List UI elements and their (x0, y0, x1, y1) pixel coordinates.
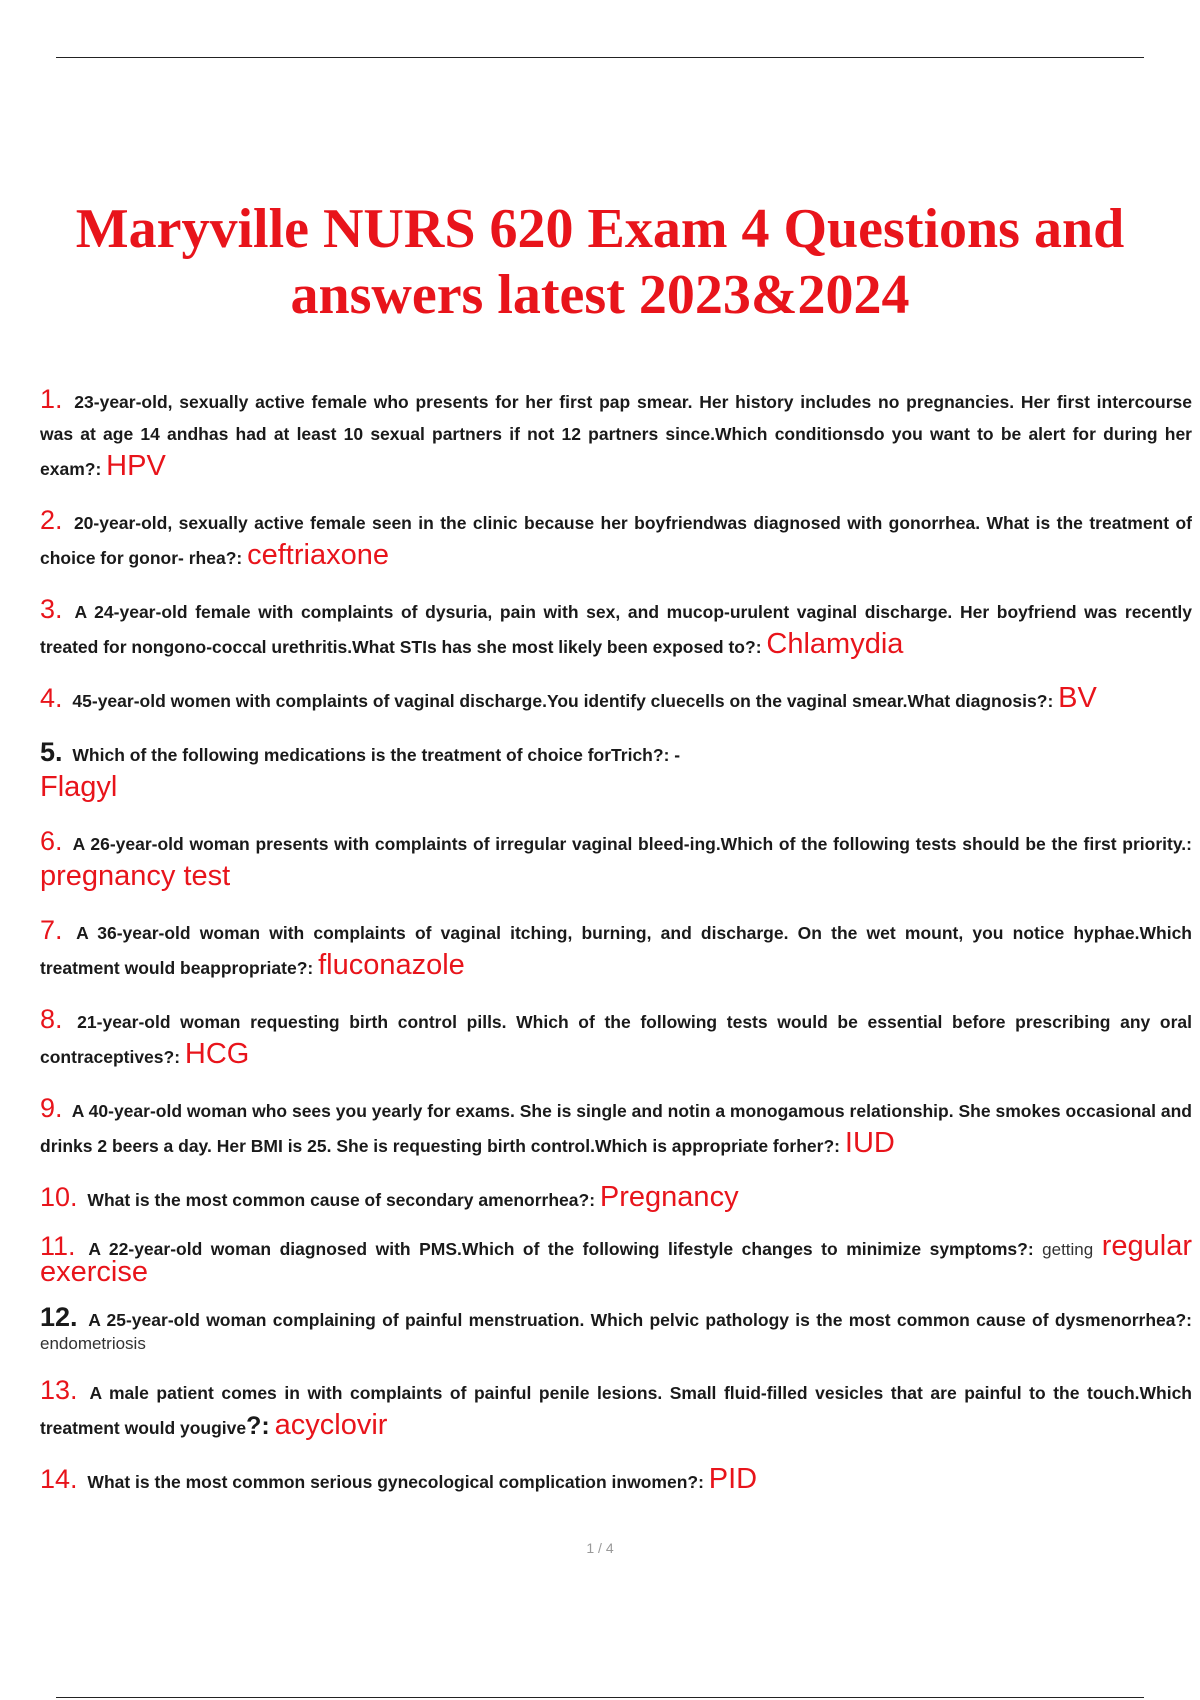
question-separator: : (1027, 1239, 1034, 1259)
question-text: 45-year-old women with complaints of vaginal discharge.You identify cluecells on the vaginal smear.What diagnosis? (72, 691, 1048, 711)
answer: HCG (184, 1038, 250, 1070)
question-number: 7. (40, 915, 63, 945)
question-list (40, 383, 1192, 1517)
question-number: 12. (40, 1302, 78, 1332)
question-text: A 36-year-old woman with complaints of vaginal itching, burning, and discharge. On the wet mount, you notice hyphae.Which treatment would beappropriate? (40, 923, 1192, 978)
question-8 (40, 1003, 1192, 1073)
question-number: 1. (40, 384, 63, 414)
question-text: A 26-year-old woman presents with complaints of irregular vaginal bleed-ing.Which of the following tests should be the first priority. (72, 834, 1187, 854)
question-number: 8. (40, 1004, 63, 1034)
question-separator: ?: (225, 548, 243, 568)
question-number: 6. (40, 826, 63, 856)
top-rule (56, 57, 1144, 58)
question-number: 11. (40, 1231, 76, 1261)
question-separator: : (174, 1047, 181, 1067)
question-separator: : (755, 637, 762, 657)
question-4 (40, 682, 1192, 717)
question-11 (40, 1230, 1192, 1288)
question-3 (40, 593, 1192, 663)
question-text: Which of the following medications is the treatment of choice forTrich? (72, 745, 664, 765)
question-text: What is the most common serious gynecological complication inwomen? (87, 1472, 699, 1492)
question-number: 9. (40, 1093, 63, 1123)
answer: IUD (844, 1127, 895, 1159)
question-separator: : (698, 1472, 704, 1492)
question-12 (40, 1302, 1192, 1355)
answer: endometriosis (40, 1334, 146, 1353)
question-separator: : (1047, 691, 1054, 711)
question-7 (40, 914, 1192, 984)
question-text: 20-year-old, sexually active female seen in the clinic because her boyfriendwas diagnosed with gonorrhea. What is the treatment of choice for gonor- rhea (40, 513, 1192, 568)
question-13 (40, 1374, 1192, 1444)
question-separator: ?: (246, 1412, 270, 1440)
document-title: Maryville NURS 620 Exam 4 Questions and answers latest 2023&2024 (75, 198, 1125, 326)
question-separator: ?: (823, 1136, 841, 1156)
question-text: What is the most common cause of secondary amenorrhea? (87, 1190, 590, 1210)
question-text: 21-year-old woman requesting birth control pills. Which of the following tests would be essential before prescribing any oral contraceptives? (40, 1012, 1192, 1067)
question-text: A 40-year-old woman who sees you yearly for exams. She is single and notin a monogamous relationship. She smokes occasional and drinks 2 beers a day. Her BMI is 25. She is requesting birth control.Which is appropriate forher (40, 1101, 1192, 1156)
answer: pregnancy test (40, 860, 231, 892)
page-indicator: 1 / 4 (586, 1540, 614, 1556)
question-9 (40, 1092, 1192, 1162)
question-number: 2. (40, 505, 63, 535)
answer: regular exercise (40, 1230, 1192, 1288)
question-2 (40, 504, 1192, 574)
question-10 (40, 1181, 1192, 1216)
question-separator: : - (663, 745, 681, 765)
question-number: 13. (40, 1375, 78, 1405)
question-number: 14. (40, 1464, 78, 1494)
question-separator: : (1186, 834, 1192, 854)
question-number: 5. (40, 737, 63, 767)
answer: Pregnancy (599, 1181, 739, 1213)
answer: ceftriaxone (247, 539, 389, 571)
question-text: A 24-year-old female with complaints of dysuria, pain with sex, and mucop-urulent vaginal discharge. Her boyfriend was recently treated for nongono-coccal urethritis.What STIs has she most likely been exposed to? (40, 602, 1193, 657)
question-number: 10. (40, 1182, 78, 1212)
question-separator: : (95, 459, 102, 479)
question-separator: : (589, 1190, 596, 1210)
question-text: 23-year-old, sexually active female who presents for her first pap smear. Her history includes no pregnancies. Her first intercourse was at age 14 andhas had at least 10 sexual partners if not 12 partners since.Which conditionsdo you want to be alert for during her exam? (40, 392, 1192, 479)
question-text: A 25-year-old woman complaining of painful menstruation. Which pelvic pathology is the most common cause of dysmenorrhea? (88, 1310, 1187, 1330)
question-text: A male patient comes in with complaints of painful penile lesions. Small fluid-filled vesicles that are painful to the touch.Which treatment would yougive (40, 1383, 1192, 1438)
answer: HPV (106, 450, 166, 482)
question-separator: : (307, 958, 314, 978)
bottom-rule (56, 1697, 1144, 1698)
answer: acyclovir (274, 1409, 388, 1441)
answer: fluconazole (318, 949, 465, 981)
answer-prefix: getting (1042, 1240, 1094, 1259)
question-5 (40, 736, 1192, 806)
question-separator: : (1186, 1310, 1192, 1330)
answer: Chlamydia (766, 628, 904, 660)
question-6 (40, 825, 1192, 895)
question-1 (40, 383, 1192, 485)
answer: BV (1058, 682, 1097, 714)
question-number: 3. (40, 594, 63, 624)
question-14 (40, 1463, 1192, 1498)
answer: Flagyl (40, 771, 118, 803)
question-text: A 22-year-old woman diagnosed with PMS.Which of the following lifestyle changes to minimize symptoms? (88, 1239, 1028, 1259)
answer: PID (708, 1463, 758, 1495)
question-number: 4. (40, 683, 63, 713)
